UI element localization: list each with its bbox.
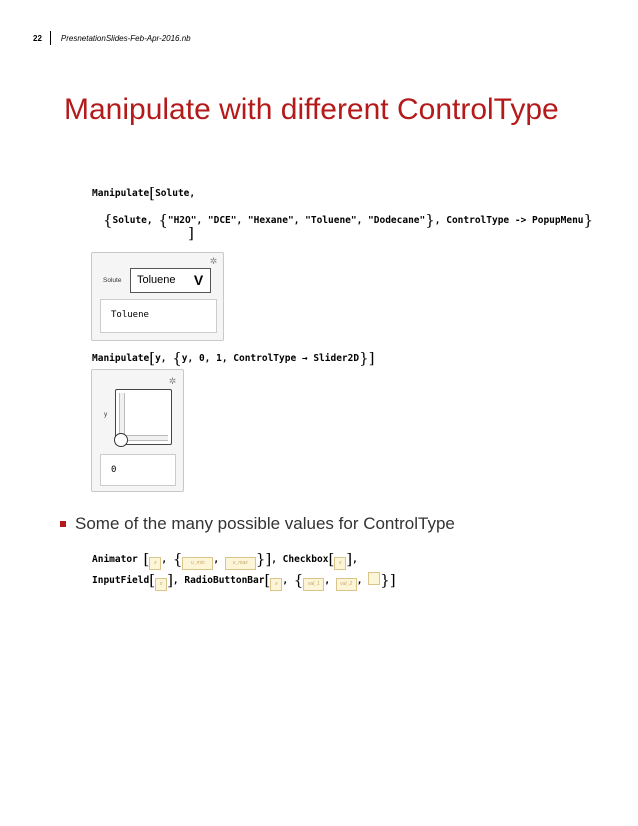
placeholder-empty[interactable]: [368, 572, 380, 585]
code-input-slider2d[interactable]: [92, 349, 375, 367]
popup-selected-value: Toluene: [137, 274, 176, 286]
code-controltypes-line-1[interactable]: Animator [ x , { u_min , u_max }], Checkbox[ x ],: [92, 550, 358, 568]
function-name: Manipulate: [92, 353, 150, 364]
notebook-filename: PresnetationSlides-Feb-Apr-2016.nb: [60, 33, 191, 43]
open-brace: {: [103, 211, 113, 229]
placeholder-x[interactable]: x: [155, 578, 167, 591]
open-brace: {: [172, 550, 183, 568]
page-header: [33, 31, 191, 45]
code-input-line-3: [188, 224, 194, 242]
placeholder-val2[interactable]: val_2: [336, 578, 357, 591]
code-arg: y,: [155, 353, 173, 364]
bullet-text: Some of the many possible values for ControlType: [75, 514, 455, 533]
open-brace: {: [172, 349, 182, 367]
code-option: , ControlType -> PopupMenu: [434, 215, 584, 226]
code-arg: Solute,: [155, 188, 196, 199]
page-number: 22: [33, 33, 42, 43]
header-divider: [50, 31, 51, 45]
function-name: Animator: [92, 554, 138, 565]
close-brace: }: [425, 211, 435, 229]
close-bracket: ]: [167, 571, 173, 589]
function-name: Checkbox: [282, 554, 329, 565]
code-values: "H2O", "DCE", "Hexane", "Toluene", "Dodecane": [167, 215, 426, 226]
placeholder-val1[interactable]: val_1: [303, 578, 324, 591]
open-bracket: [: [149, 571, 156, 589]
output-box: [100, 299, 217, 333]
solute-popup-menu[interactable]: [130, 268, 211, 293]
function-name: InputField: [92, 575, 150, 586]
control-label: y: [104, 411, 108, 418]
gear-icon[interactable]: ✲: [209, 256, 218, 266]
close-brace: }: [380, 571, 390, 589]
open-bracket: [: [149, 349, 156, 367]
placeholder-x[interactable]: x: [149, 557, 161, 570]
slider2d-control[interactable]: [115, 389, 172, 445]
slider2d-handle[interactable]: [114, 433, 128, 447]
code-arg: Solute,: [112, 215, 159, 226]
output-box: [100, 454, 176, 486]
function-name: Manipulate: [92, 188, 150, 199]
control-label: Solute: [103, 277, 122, 284]
bullet-marker: [60, 521, 66, 527]
manipulate-panel-popup: [91, 252, 224, 341]
code-values: y, 0, 1, ControlType → Slider2D: [181, 353, 360, 364]
output-value: 0: [111, 465, 117, 475]
placeholder-x[interactable]: x: [270, 578, 282, 591]
code-input-line-1[interactable]: [92, 184, 195, 202]
chevron-down-icon[interactable]: V: [193, 272, 204, 288]
placeholder-x[interactable]: x: [334, 557, 346, 570]
placeholder-umax[interactable]: u_max: [225, 557, 256, 570]
section-title: Manipulate with different ControlType: [64, 93, 559, 126]
close-brace: }: [583, 211, 594, 229]
close-brace: }: [359, 349, 369, 367]
close-brace: }: [255, 550, 266, 568]
manipulate-panel-slider2d: [91, 369, 184, 492]
output-value: Toluene: [111, 310, 149, 320]
placeholder-umin[interactable]: u_min: [182, 557, 213, 570]
open-brace: {: [158, 211, 168, 229]
close-bracket: ]: [346, 550, 353, 568]
open-bracket: [: [143, 550, 150, 568]
function-name: RadioButtonBar: [184, 575, 265, 586]
open-bracket: [: [328, 550, 335, 568]
open-bracket: [: [264, 571, 271, 589]
close-bracket: ]: [389, 571, 396, 589]
gear-icon[interactable]: ✲: [168, 376, 177, 386]
close-bracket: ]: [188, 224, 194, 242]
close-bracket: ]: [265, 550, 272, 568]
close-bracket: ]: [368, 349, 375, 367]
code-input-line-2[interactable]: [103, 211, 593, 229]
open-brace: {: [293, 571, 304, 589]
code-controltypes-line-2[interactable]: InputField[ x ], RadioButtonBar[ x , { val_1 , val_2 , }]: [92, 571, 396, 589]
open-bracket: [: [149, 184, 156, 202]
